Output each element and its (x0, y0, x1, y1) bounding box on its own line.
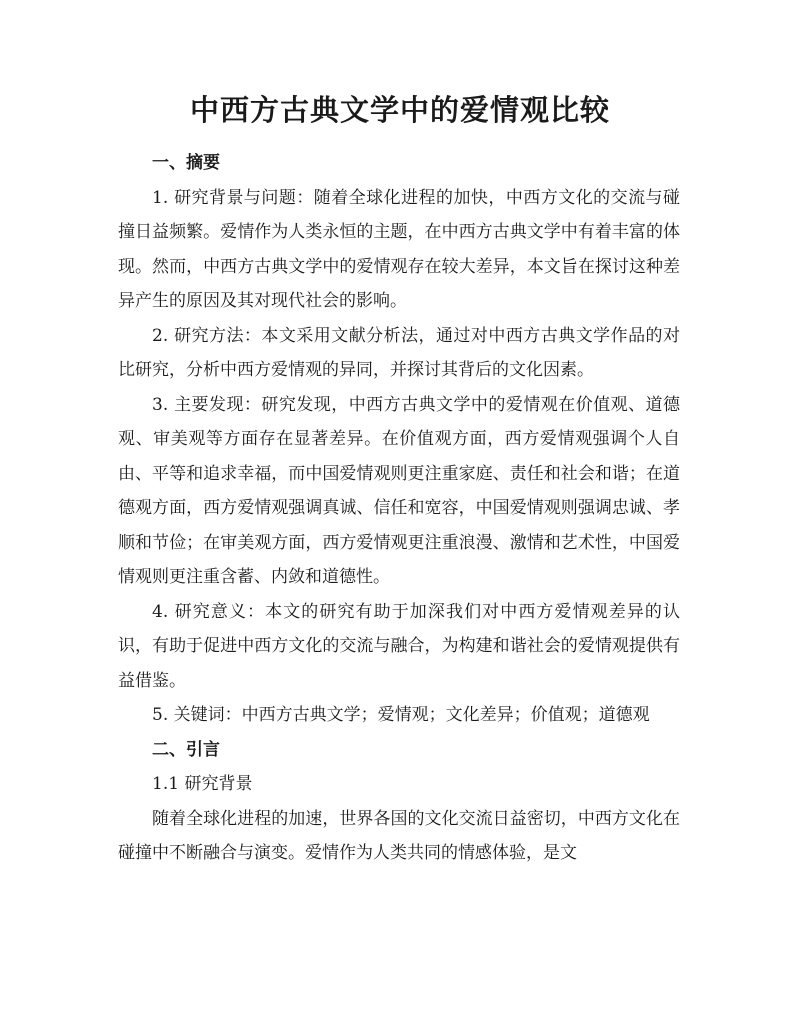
abstract-paragraph-significance: 4. 研究意义：本文的研究有助于加深我们对中西方爱情观差异的认识，有助于促进中西方文化的交流与融合，为构建和谐社会的爱情观提供有益借鉴。 (118, 601, 680, 691)
introduction-paragraph: 随着全球化进程的加速，世界各国的文化交流日益密切，中西方文化在碰撞中不断融合与演变。爱情作为人类共同的情感体验，是文 (118, 808, 680, 863)
abstract-paragraph-findings: 3. 主要发现：研究发现，中西方古典文学中的爱情观在价值观、道德观、审美观等方面存在显著差异。在价值观方面，西方爱情观强调个人自由、平等和追求幸福，而中国爱情观则更注重家庭、责任和社会和谐；在道德观方面，西方爱情观强调真诚、信任和宽容，中国爱情观则强调忠诚、孝顺和节俭；在审美观方面，西方爱情观更注重浪漫、激情和艺术性，中国爱情观则更注重含蓄、内敛和道德性。 (118, 394, 680, 587)
section-heading-abstract: 一、摘要 (152, 153, 220, 173)
abstract-paragraph-method: 2. 研究方法：本文采用文献分析法，通过对中西方古典文学作品的对比研究，分析中西方爱情观的异同，并探讨其背后的文化因素。 (118, 325, 680, 380)
abstract-paragraph-keywords: 5. 关键词：中西方古典文学；爱情观；文化差异；价值观；道德观 (152, 705, 650, 725)
section-heading-introduction: 二、引言 (152, 739, 220, 760)
abstract-paragraph-background: 1. 研究背景与问题：随着全球化进程的加快，中西方文化的交流与碰撞日益频繁。爱情作为人类永恒的主题，在中西方古典文学中有着丰富的体现。然而，中西方古典文学中的爱情观存在较大差异，本文旨在探讨这种差异产生的原因及其对现代社会的影响。 (118, 187, 680, 311)
document-title: 中西方古典文学中的爱情观比较 (189, 93, 610, 127)
document-body (118, 146, 680, 871)
subsection-heading-background: 1.1 研究背景 (152, 774, 253, 794)
